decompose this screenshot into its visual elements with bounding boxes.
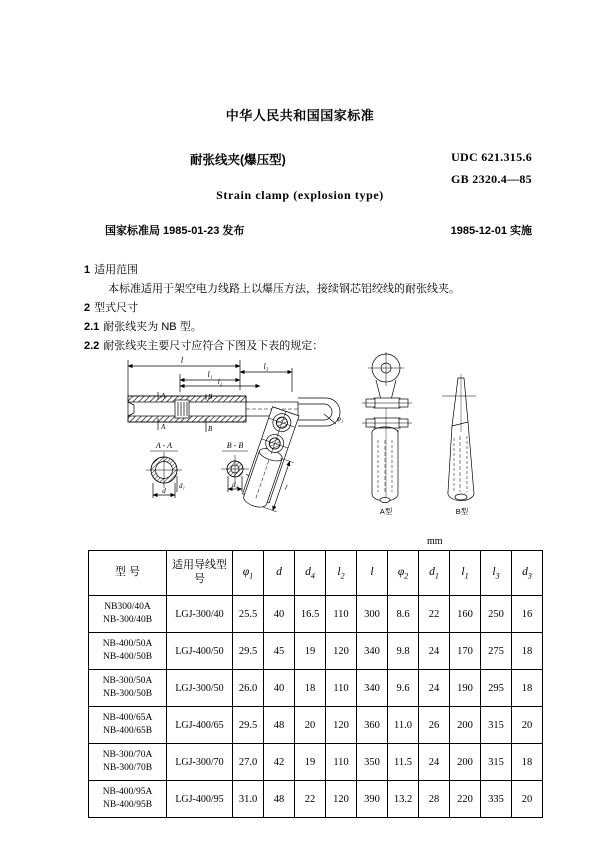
cell-dimension-value: 8.6 <box>388 596 419 633</box>
svg-text:B型: B型 <box>455 507 469 516</box>
clause-1-number: 1 <box>84 264 91 276</box>
col-header-d: d <box>264 551 295 596</box>
cell-dimension-value: 25.5 <box>233 596 264 633</box>
svg-text:l₃: l₃ <box>263 362 269 371</box>
cell-dimension-value: 40 <box>264 670 295 707</box>
cell-dimension-value: 20 <box>295 707 326 744</box>
english-title: Strain clamp (explosion type) <box>216 188 384 202</box>
cell-dimension-value: 390 <box>357 781 388 818</box>
chinese-title: 耐张线夹(爆压型) <box>190 153 286 167</box>
table-row <box>89 781 543 818</box>
cell-dimension-value: 300 <box>357 596 388 633</box>
cell-dimension-value: 40 <box>264 596 295 633</box>
clause-2 <box>84 299 138 315</box>
cell-model: NB-400/65A NB-400/65B <box>89 707 167 744</box>
svg-text:l: l <box>180 356 184 365</box>
cell-dimension-value: 20 <box>512 781 543 818</box>
cell-dimension-value: 22 <box>419 596 450 633</box>
svg-text:A - A: A - A <box>155 441 173 450</box>
svg-text:d: d <box>162 487 166 495</box>
cell-dimension-value: 120 <box>326 781 357 818</box>
cell-dimension-value: 24 <box>419 670 450 707</box>
table-row <box>89 744 543 781</box>
col-header-d3: $d_3$ <box>512 551 543 596</box>
publisher-line: 国家标准局 1985-01-23 发布 <box>105 225 245 237</box>
cell-dimension-value: 16 <box>512 596 543 633</box>
cell-dimension-value: 200 <box>450 744 481 781</box>
cell-dimension-value: 22 <box>295 781 326 818</box>
clause-2-1 <box>84 318 202 334</box>
clause-2-2 <box>84 337 323 353</box>
cell-dimension-value: 18 <box>295 670 326 707</box>
cell-dimension-value: 29.5 <box>233 707 264 744</box>
cell-dimension-value: 13.2 <box>388 781 419 818</box>
cell-dimension-value: 31.0 <box>233 781 264 818</box>
cell-dimension-value: 200 <box>450 707 481 744</box>
clause-1-text: 适用范围 <box>94 264 139 276</box>
col-header-l3: $l_3$ <box>481 551 512 596</box>
col-header-model: 型 号 <box>89 551 167 596</box>
svg-text:B: B <box>208 393 213 401</box>
cell-model: NB300/40A NB-300/40B <box>89 596 167 633</box>
cell-wire-type: LGJ-400/65 <box>167 707 233 744</box>
svg-text:A: A <box>161 423 166 431</box>
cell-model: NB-400/50A NB-400/50B <box>89 633 167 670</box>
cell-dimension-value: 295 <box>481 670 512 707</box>
cell-dimension-value: 24 <box>419 744 450 781</box>
col-header-phi2: $\varphi_2$ <box>388 551 419 596</box>
cell-wire-type: LGJ-300/40 <box>167 596 233 633</box>
table-body <box>89 596 543 818</box>
strain-clamp-technical-drawing <box>120 352 490 530</box>
table-row <box>89 596 543 633</box>
cell-dimension-value: 48 <box>264 707 295 744</box>
cell-dimension-value: 18 <box>512 670 543 707</box>
cell-dimension-value: 190 <box>450 670 481 707</box>
col-header-phi1: $\varphi_1$ <box>233 551 264 596</box>
col-header-l2: $l_2$ <box>326 551 357 596</box>
cell-dimension-value: 19 <box>295 744 326 781</box>
cell-dimension-value: 11.5 <box>388 744 419 781</box>
cell-dimension-value: 28 <box>419 781 450 818</box>
udc-number: UDC 621.315.6 <box>451 150 532 164</box>
clause-1-body <box>108 280 460 296</box>
cell-dimension-value: 45 <box>264 633 295 670</box>
clause-2-number: 2 <box>84 302 91 314</box>
cell-dimension-value: 18 <box>512 744 543 781</box>
cell-dimension-value: 110 <box>326 744 357 781</box>
cell-dimension-value: 360 <box>357 707 388 744</box>
cell-model: NB-400/95A NB-400/95B <box>89 781 167 818</box>
table-header-row <box>89 551 543 596</box>
svg-text:l₂: l₂ <box>217 378 223 386</box>
cell-dimension-value: 250 <box>481 596 512 633</box>
cell-dimension-value: 26.0 <box>233 670 264 707</box>
clause-2-text: 型式尺寸 <box>94 302 139 314</box>
effective-date: 1985-12-01 实施 <box>450 225 532 237</box>
svg-text:φ₂: φ₂ <box>337 415 344 423</box>
svg-text:B - B: B - B <box>226 441 244 450</box>
col-header-l1: $l_1$ <box>450 551 481 596</box>
svg-text:d₄: d₄ <box>232 481 238 489</box>
table-unit-label: mm <box>427 536 443 547</box>
cell-dimension-value: 340 <box>357 633 388 670</box>
cell-wire-type: LGJ-400/50 <box>167 633 233 670</box>
cell-dimension-value: 350 <box>357 744 388 781</box>
cell-dimension-value: 340 <box>357 670 388 707</box>
svg-text:d₁: d₁ <box>179 482 185 490</box>
cell-dimension-value: 11.0 <box>388 707 419 744</box>
col-header-d4: $d_4$ <box>295 551 326 596</box>
cell-dimension-value: 315 <box>481 744 512 781</box>
svg-text:B: B <box>208 425 213 433</box>
cell-dimension-value: 9.6 <box>388 670 419 707</box>
cell-dimension-value: 42 <box>264 744 295 781</box>
dimensions-table <box>88 550 543 818</box>
cell-dimension-value: 335 <box>481 781 512 818</box>
svg-text:A: A <box>161 392 166 400</box>
svg-text:A型: A型 <box>379 507 393 516</box>
cell-dimension-value: 16.5 <box>295 596 326 633</box>
clause-2-1-text: 耐张线夹为 NB 型。 <box>103 321 202 333</box>
svg-text:l: l <box>283 483 289 492</box>
col-header-wire-type: 适用导线型号 <box>167 551 233 596</box>
cell-dimension-value: 275 <box>481 633 512 670</box>
table-row <box>89 707 543 744</box>
cell-dimension-value: 19 <box>295 633 326 670</box>
cell-dimension-value: 170 <box>450 633 481 670</box>
table-row <box>89 633 543 670</box>
cell-dimension-value: 315 <box>481 707 512 744</box>
cell-dimension-value: 120 <box>326 633 357 670</box>
clause-1 <box>84 261 138 277</box>
cell-dimension-value: 29.5 <box>233 633 264 670</box>
cell-dimension-value: 24 <box>419 633 450 670</box>
cell-dimension-value: 110 <box>326 670 357 707</box>
cell-dimension-value: 27.0 <box>233 744 264 781</box>
clause-2-2-text: 耐张线夹主要尺寸应符合下图及下表的规定： <box>103 340 324 352</box>
national-standard-heading: 中华人民共和国国家标准 <box>225 108 375 123</box>
cell-dimension-value: 220 <box>450 781 481 818</box>
cell-wire-type: LGJ-300/50 <box>167 670 233 707</box>
clause-2-2-number: 2.2 <box>84 340 100 352</box>
clause-2-1-number: 2.1 <box>84 321 100 333</box>
cell-wire-type: LGJ-400/95 <box>167 781 233 818</box>
cell-dimension-value: 110 <box>326 596 357 633</box>
cell-dimension-value: 9.8 <box>388 633 419 670</box>
cell-dimension-value: 48 <box>264 781 295 818</box>
cell-dimension-value: 26 <box>419 707 450 744</box>
standard-number: GB 2320.4—85 <box>451 172 532 186</box>
cell-dimension-value: 120 <box>326 707 357 744</box>
cell-dimension-value: 20 <box>512 707 543 744</box>
table-row <box>89 670 543 707</box>
cell-dimension-value: 160 <box>450 596 481 633</box>
clause-1-body-text: 本标准适用于架空电力线路上以爆压方法，接续钢芯铝绞线的耐张线夹。 <box>108 283 460 295</box>
col-header-d1: $d_1$ <box>419 551 450 596</box>
cell-dimension-value: 18 <box>512 633 543 670</box>
cell-model: NB-300/70A NB-300/70B <box>89 744 167 781</box>
col-header-l: l <box>357 551 388 596</box>
cell-model: NB-300/50A NB-300/50B <box>89 670 167 707</box>
cell-wire-type: LGJ-300/70 <box>167 744 233 781</box>
svg-text:l₁: l₁ <box>207 370 213 379</box>
